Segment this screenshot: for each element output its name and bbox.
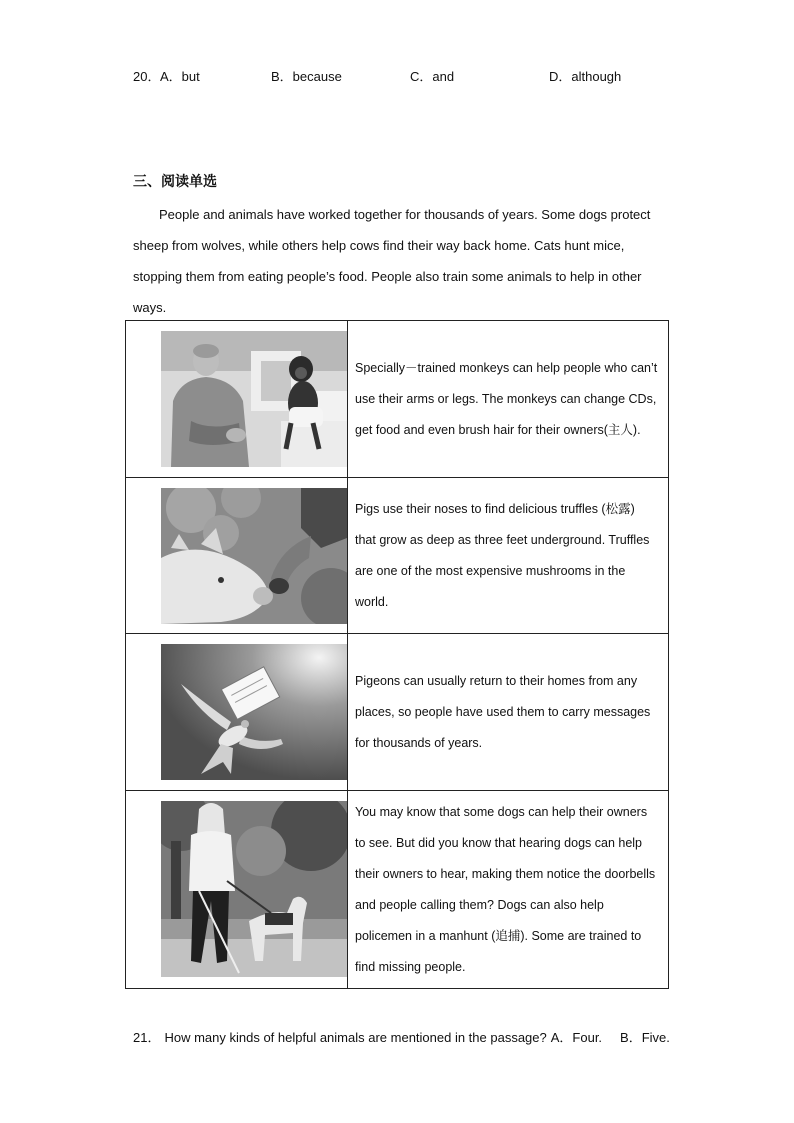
- question-20-option-c[interactable]: C．and: [410, 69, 455, 84]
- question-21-option-a[interactable]: A．Four.: [550, 1030, 603, 1045]
- image-cell: [126, 634, 348, 791]
- pig-truffle-photo: [161, 488, 347, 624]
- row-line: find missing people.: [355, 959, 466, 974]
- text-cell: [348, 634, 669, 791]
- intro-line: People and animals have worked together for thousands of years. Some dogs protect: [159, 207, 651, 222]
- question-20-option-a[interactable]: A．but: [160, 69, 200, 84]
- text-cell: [348, 478, 669, 634]
- question-20-number: 20．: [133, 69, 161, 84]
- question-20: [133, 66, 693, 86]
- row-line: You may know that some dogs can help their owners: [355, 804, 648, 819]
- row-line: world.: [355, 594, 389, 609]
- intro-paragraph: [133, 199, 663, 323]
- guide-dog-photo: [161, 801, 347, 977]
- row-line: places, so people have used them to carry messages: [355, 704, 651, 719]
- text-cell: [348, 791, 669, 989]
- passage-table: [125, 320, 669, 989]
- row-line: use their arms or legs. The monkeys can change CDs,: [355, 391, 657, 406]
- table-row: [126, 791, 669, 989]
- row-line: that grow as deep as three feet underground. Truffles: [355, 532, 650, 547]
- intro-line: sheep from wolves, while others help cows find their way back home. Cats hunt mice,: [133, 238, 625, 253]
- row-line: their owners to hear, making them notice the doorbells: [355, 866, 656, 881]
- table-row: [126, 478, 669, 634]
- row-line: get food and even brush hair for their owners(主人).: [355, 422, 641, 437]
- question-21-option-b[interactable]: B．Five.: [620, 1030, 670, 1045]
- section-title: 三、阅读单选: [133, 174, 217, 190]
- row-line: policemen in a manhunt (追捕). Some are trained to: [355, 928, 642, 943]
- intro-line: ways.: [133, 300, 167, 315]
- row-line: Pigeons can usually return to their homes from any: [355, 673, 638, 688]
- monkey-helper-photo: [161, 331, 347, 467]
- question-20-option-d[interactable]: D．although: [549, 69, 622, 84]
- pigeon-message-photo: [161, 644, 347, 780]
- image-cell: [126, 478, 348, 634]
- table-row: [126, 634, 669, 791]
- question-21-text: How many kinds of helpful animals are mentioned in the passage?: [164, 1030, 547, 1045]
- intro-line: stopping them from eating people’s food. People also train some animals to help in other: [133, 269, 642, 284]
- question-21-number: 21．: [133, 1030, 161, 1045]
- row-line: for thousands of years.: [355, 735, 483, 750]
- row-line: Pigs use their noses to find delicious truffles (松露): [355, 501, 635, 516]
- question-20-option-b[interactable]: B．because: [271, 69, 342, 84]
- row-line: to see. But did you know that hearing dogs can help: [355, 835, 642, 850]
- row-line: Specially－trained monkeys can help people who can’t: [355, 360, 658, 375]
- image-cell: [126, 791, 348, 989]
- question-21: [133, 1027, 673, 1046]
- row-line: and people calling them? Dogs can also help: [355, 897, 604, 912]
- row-line: are one of the most expensive mushrooms in the: [355, 563, 626, 578]
- table-row: [126, 321, 669, 478]
- text-cell: [348, 321, 669, 478]
- image-cell: [126, 321, 348, 478]
